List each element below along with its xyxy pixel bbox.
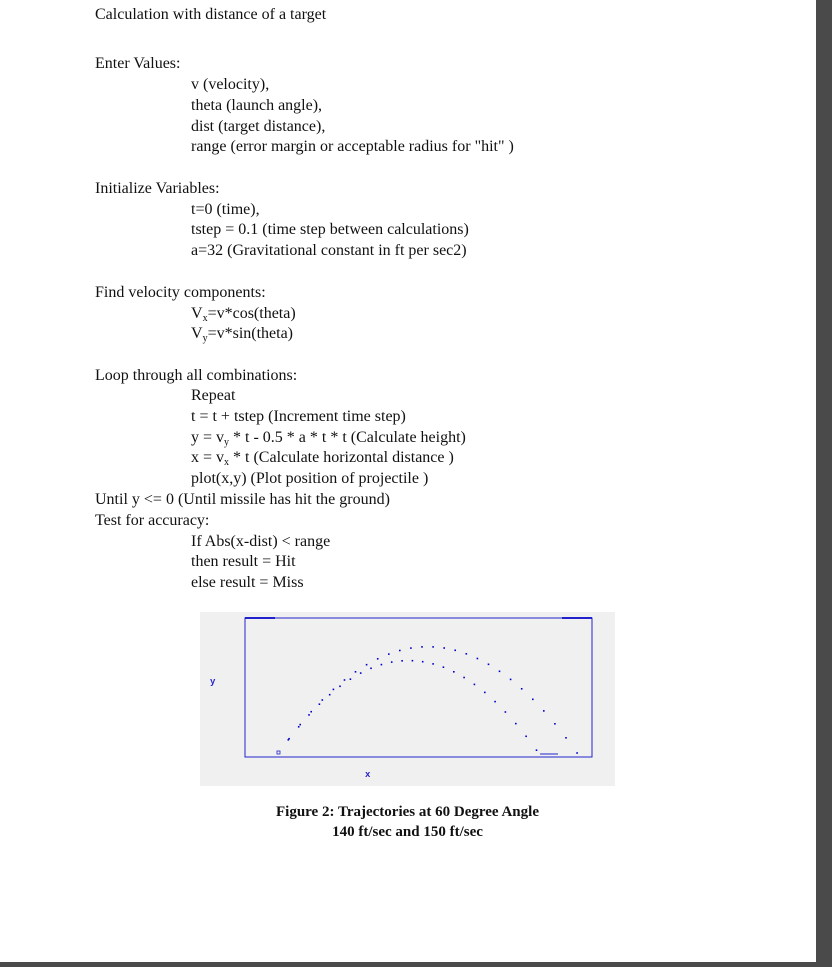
- trajectory-point-2-23: [543, 710, 545, 712]
- plot-frame: [245, 618, 592, 757]
- trajectory-point-2-0: [288, 738, 290, 740]
- trajectory-point-2-12: [421, 646, 423, 648]
- trajectory-point-2-8: [377, 658, 379, 660]
- step-text: x = v: [191, 449, 225, 466]
- vy-symbol: V: [191, 325, 203, 342]
- velocity-heading: Find velocity components:: [95, 284, 266, 301]
- test-heading: Test for accuracy:: [95, 512, 210, 529]
- trajectory-point-2-24: [554, 723, 556, 725]
- test-item: If Abs(x-dist) < range: [191, 533, 331, 550]
- launch-marker: [277, 751, 280, 754]
- vx-subscript: x: [202, 313, 208, 324]
- trajectory-point-1-4: [329, 694, 331, 696]
- trajectory-point-2-4: [333, 689, 335, 691]
- repeat-keyword: Repeat: [191, 387, 236, 404]
- trajectory-point-2-25: [565, 737, 567, 739]
- vy-subscript: y: [202, 333, 208, 344]
- trajectory-point-2-10: [399, 650, 401, 652]
- vy-formula: [191, 324, 293, 349]
- init-item: tstep = 0.1 (time step between calculations): [191, 221, 469, 238]
- trajectory-point-2-13: [432, 646, 434, 648]
- trajectory-point-1-12: [412, 660, 414, 662]
- trajectory-point-1-24: [536, 749, 538, 751]
- trajectory-point-1-13: [422, 661, 424, 663]
- step-subscript: x: [224, 457, 230, 468]
- test-item: then result = Hit: [191, 553, 296, 570]
- enter-item: theta (launch angle),: [191, 97, 323, 114]
- trajectory-point-2-9: [388, 653, 390, 655]
- trajectory-point-2-22: [532, 699, 534, 701]
- trajectory-point-2-11: [410, 647, 412, 649]
- trajectory-point-1-17: [463, 677, 465, 679]
- y-axis-label: y: [210, 677, 216, 687]
- trajectory-point-1-22: [515, 723, 517, 725]
- viewer-bottom-edge: [0, 962, 832, 967]
- init-variables-heading: Initialize Variables:: [95, 180, 220, 197]
- enter-item: dist (target distance),: [191, 118, 326, 135]
- loop-step: plot(x,y) (Plot position of projectile ): [191, 470, 429, 487]
- trajectory-point-1-10: [391, 661, 393, 663]
- trajectory-point-2-26: [576, 752, 578, 754]
- trajectory-point-2-21: [521, 688, 523, 690]
- trajectory-point-2-2: [310, 711, 312, 713]
- trajectory-point-1-7: [360, 672, 362, 674]
- loop-step: t = t + tstep (Increment time step): [191, 408, 406, 425]
- doc-title: Calculation with distance of a target: [95, 6, 327, 23]
- init-item: a=32 (Gravitational constant in ft per sec2): [191, 242, 467, 259]
- trajectory-point-1-14: [432, 663, 434, 665]
- trajectory-point-2-15: [454, 650, 456, 652]
- trajectory-point-2-18: [488, 664, 490, 666]
- trajectory-point-1-8: [370, 668, 372, 670]
- trajectory-point-1-5: [339, 686, 341, 688]
- trajectory-point-2-16: [466, 653, 468, 655]
- trajectory-point-2-19: [499, 671, 501, 673]
- vy-expression: =v*sin(theta): [207, 325, 294, 342]
- trajectory-points: [277, 646, 578, 754]
- enter-values-heading: Enter Values:: [95, 55, 181, 72]
- until-line: Until y <= 0 (Until missile has hit the ground): [95, 491, 390, 508]
- trajectory-figure: [200, 612, 615, 786]
- trajectory-point-2-1: [299, 724, 301, 726]
- trajectory-chart: [200, 612, 615, 786]
- trajectory-point-2-5: [344, 679, 346, 681]
- trajectory-point-1-2: [308, 714, 310, 716]
- trajectory-point-2-17: [477, 658, 479, 660]
- test-item: else result = Miss: [191, 574, 304, 591]
- trajectory-point-2-6: [355, 671, 357, 673]
- x-axis-label: x: [365, 770, 371, 780]
- trajectory-point-1-19: [484, 692, 486, 694]
- trajectory-point-1-20: [494, 701, 496, 703]
- loop-heading: Loop through all combinations:: [95, 367, 298, 384]
- step-subscript: y: [224, 437, 230, 448]
- viewer-right-edge: [816, 0, 832, 967]
- trajectory-point-2-20: [510, 679, 512, 681]
- trajectory-point-1-16: [453, 671, 455, 673]
- trajectory-point-1-9: [381, 664, 383, 666]
- trajectory-point-1-23: [525, 736, 527, 738]
- figure-caption-line1: Figure 2: Trajectories at 60 Degree Angle: [276, 804, 539, 820]
- trajectory-point-2-3: [322, 699, 324, 701]
- step-text: * t (Calculate horizontal distance ): [229, 449, 454, 466]
- vx-symbol: V: [191, 305, 203, 322]
- step-text: * t - 0.5 * a * t * t (Calculate height): [229, 429, 466, 446]
- trajectory-point-1-3: [319, 703, 321, 705]
- init-item: t=0 (time),: [191, 201, 260, 218]
- trajectory-point-2-7: [366, 664, 368, 666]
- trajectory-point-2-14: [443, 647, 445, 649]
- trajectory-point-1-1: [298, 726, 300, 728]
- trajectory-point-1-15: [443, 666, 445, 668]
- step-text: y = v: [191, 429, 225, 446]
- vx-expression: =v*cos(theta): [207, 305, 296, 322]
- figure-caption-line2: 140 ft/sec and 150 ft/sec: [332, 824, 483, 840]
- enter-item: v (velocity),: [191, 76, 270, 93]
- trajectory-point-1-11: [401, 660, 403, 662]
- enter-item: range (error margin or acceptable radius for "hit" ): [191, 138, 514, 155]
- trajectory-point-1-6: [350, 678, 352, 680]
- trajectory-point-1-18: [474, 684, 476, 686]
- trajectory-point-1-21: [505, 711, 507, 713]
